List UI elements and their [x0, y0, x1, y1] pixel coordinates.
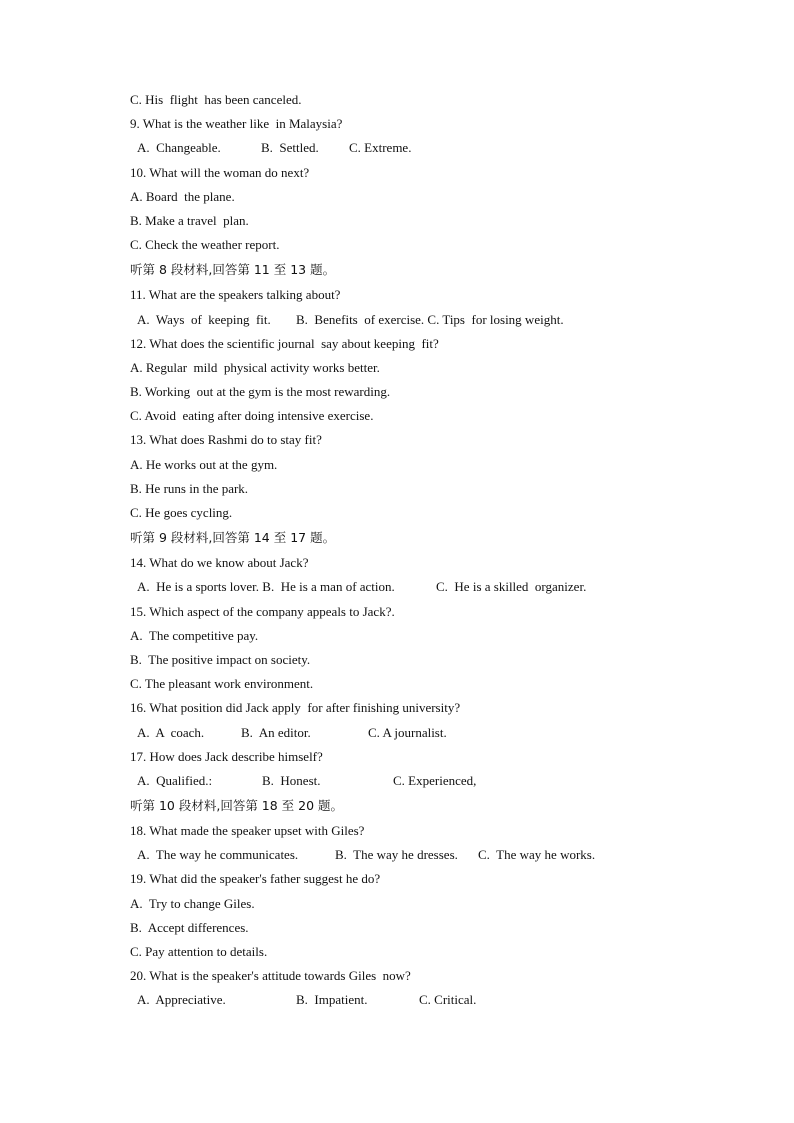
answer-option: A. A coach.: [137, 724, 205, 740]
answer-options-row: [130, 988, 770, 1012]
answer-option: C. The way he works.: [478, 847, 596, 863]
answer-option: C. Extreme.: [349, 140, 412, 156]
answer-options-row: [130, 308, 770, 332]
answer-option-line: B. The positive impact on society.: [130, 651, 311, 667]
answer-option: B. Honest.: [262, 772, 321, 788]
answer-option-line: B. Make a travel plan.: [130, 212, 249, 228]
answer-option-line: C. Pay attention to details.: [130, 944, 268, 959]
answer-option: C. A journalist.: [368, 724, 447, 740]
section-instruction: 听第 10 段材料,回答第 18 至 20 题。: [130, 798, 344, 814]
answer-option: A. Appreciative.: [137, 992, 226, 1008]
question-text: 18. What made the speaker upset with Giles?: [130, 823, 365, 839]
answer-option-line: B. He runs in the park.: [130, 480, 249, 496]
answer-option: B. Settled.: [261, 140, 319, 156]
answer-option-line: C. The pleasant work environment.: [130, 676, 314, 692]
question-text: 13. What does Rashmi do to stay fit?: [130, 432, 322, 448]
question-text: 20. What is the speaker's attitude towards Giles now?: [130, 968, 411, 984]
answer-option-line: A. Board the plane.: [130, 188, 235, 204]
answer-option: C. Critical.: [419, 992, 477, 1008]
answer-options-row: [130, 575, 770, 599]
answer-option: B. Benefits of exercise. C. Tips for losing weight.: [296, 311, 564, 327]
answer-option-line: B. Accept differences.: [130, 919, 249, 935]
answer-options-row: [130, 843, 770, 867]
answer-option-line: A. Regular mild physical activity works better.: [130, 359, 380, 375]
question-text: 15. Which aspect of the company appeals to Jack?.: [130, 603, 395, 619]
answer-option: A. Ways of keeping fit.: [137, 311, 271, 327]
document-page: [130, 88, 770, 1013]
answer-option-line: A. The competitive pay.: [130, 627, 259, 643]
question-text: 14. What do we know about Jack?: [130, 555, 309, 571]
answer-option: A. Qualified.:: [137, 772, 213, 788]
answer-option: B. The way he dresses.: [335, 847, 458, 863]
question-text: 19. What did the speaker's father suggest he do?: [130, 871, 381, 887]
answer-option: B. An editor.: [241, 724, 311, 740]
answer-options-row: [130, 721, 770, 745]
question-text: 10. What will the woman do next?: [130, 164, 310, 180]
answer-option-line: B. Working out at the gym is the most rewarding.: [130, 384, 391, 400]
answer-option: A. Changeable.: [137, 140, 221, 156]
question-text: 12. What does the scientific journal say about keeping fit?: [130, 335, 439, 351]
answer-option: C. He is a skilled organizer.: [436, 579, 587, 595]
question-text: 9. What is the weather like in Malaysia?: [130, 116, 343, 132]
question-text: 11. What are the speakers talking about?: [130, 287, 341, 303]
section-instruction: 听第 8 段材料,回答第 11 至 13 题。: [130, 262, 336, 278]
answer-options-row: [130, 136, 770, 160]
answer-option-line: A. Try to change Giles.: [130, 895, 255, 911]
answer-option-line: C. Avoid eating after doing intensive exercise.: [130, 408, 374, 424]
answer-options-row: [130, 769, 770, 793]
answer-option-line: C. He goes cycling.: [130, 505, 233, 520]
answer-option-line: C. Check the weather report.: [130, 237, 280, 253]
answer-option-line: A. He works out at the gym.: [130, 456, 278, 472]
section-instruction: 听第 9 段材料,回答第 14 至 17 题。: [130, 530, 336, 546]
answer-option: C. Experienced,: [393, 772, 477, 788]
answer-option: B. Impatient.: [296, 992, 368, 1008]
question-text: 17. How does Jack describe himself?: [130, 748, 323, 764]
question-text: 16. What position did Jack apply for after finishing university?: [130, 700, 461, 716]
answer-option-line: C. His flight has been canceled.: [130, 92, 302, 107]
answer-option: A. He is a sports lover. B. He is a man of action.: [137, 579, 395, 595]
answer-option: A. The way he communicates.: [137, 847, 299, 863]
